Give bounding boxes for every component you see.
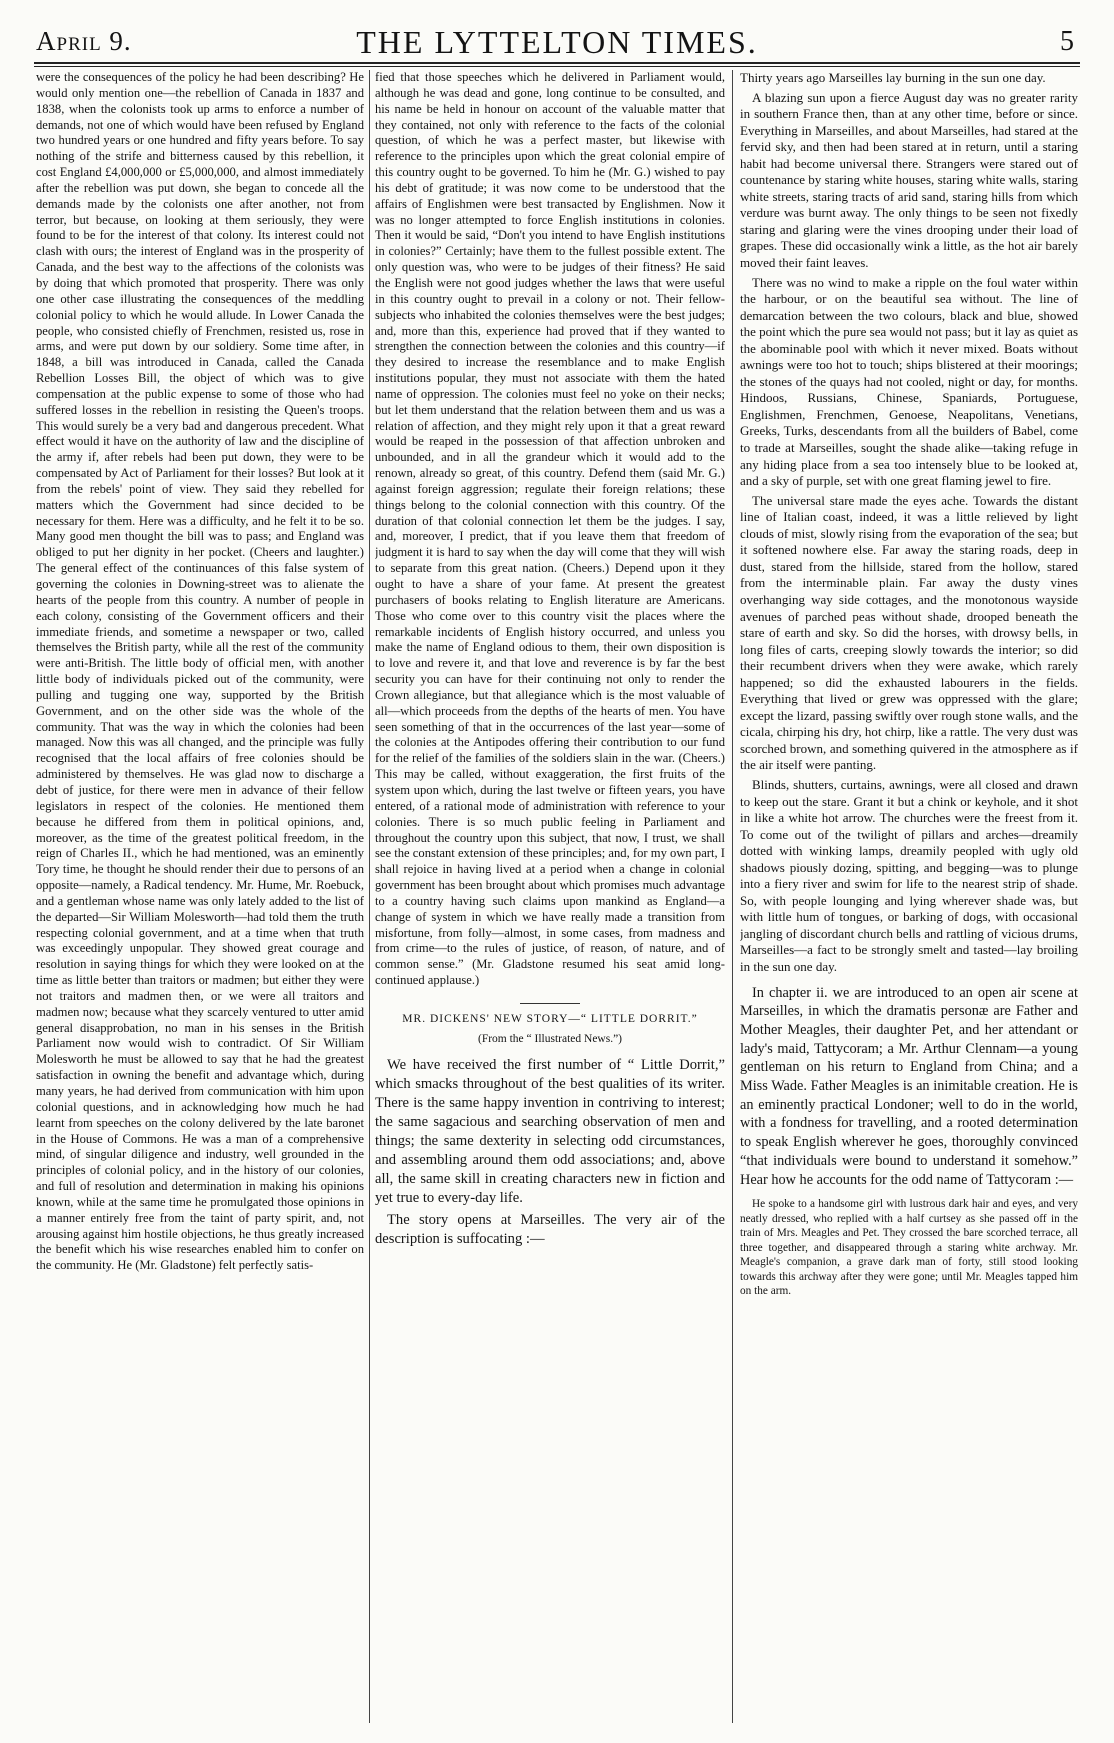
column-2 bbox=[375, 70, 725, 1721]
quoted-extract bbox=[740, 1197, 1078, 1299]
masthead bbox=[30, 22, 1084, 62]
newspaper-title: THE LYTTELTON TIMES. bbox=[356, 24, 758, 60]
article-body bbox=[740, 984, 1078, 1190]
article-body bbox=[375, 1056, 725, 1249]
quoted-paragraph: A blazing sun upon a fierce August day was no greater rarity in southern France then, than at any other time, before or since. Everything in Marseilles, and about Marseilles, had stared at the fervid sky, and then had been stared at in return, until a staring habit had become universal there. Strangers were stared out of countenance by staring white houses, staring white walls, staring white streets, staring tracts of arid sand, staring hills from which verdure was burnt away. The only things to be seen not fixedly staring and glaring were the vines drooping under their load of grapes. These did occasionally wink a little, as the hot air barely moved their faint leaves. bbox=[740, 89, 1078, 271]
quoted-paragraph: He spoke to a handsome girl with lustrous dark hair and eyes, and very neatly dressed, who replied with a half curtsey as she passed off in the train of Mrs. Meagles and Pet. They crossed the bare scorched terrace, all three together, and disappeared through a staring white archway. Mr. Meagle's companion, a grave dark man of forty, still stood looking towards this archway after they were gone; until Mr. Meagles tapped him on the arm. bbox=[740, 1198, 1078, 1298]
quoted-paragraph: The universal stare made the eyes ache. Towards the distant line of Italian coast, indeed, it was a little relieved by light clouds of mist, slowly rising from the evaporation of the sea; but it softened nowhere else. Far away the staring roads, deep in dust, stared from the hillside, stared from the hollow, stared from the interminable plain. Far away the dusty vines overhanging way side cottages, and the monotonous wayside avenues of parched peas without shade, drooped beneath the stare of earth and sky. So did the horses, with drowsy bells, in long files of carts, creeping slowly towards the interior; so did their recumbent drivers when they were awake, which rarely happened; so did the exhausted labourers in the fields. Everything that lived or grew was oppressed with the glare; except the lizard, passing swiftly over rough stone walls, and the cicala, chirping his dry, hot chirp, like a rattle. The very dust was scorched brown, and something quivered in the atmosphere as if the air itself were panting. bbox=[740, 492, 1078, 773]
masthead-rule bbox=[34, 62, 1080, 64]
column-1 bbox=[36, 70, 364, 1721]
article-paragraph: We have received the first number of “ Little Dorrit,” which smacks throughout of the best qualities of its writer. There is the same happy invention in contriving to interest; the same sagacious and searching observation of men and things; the same dexterity in selecting odd circumstances, and assembling around them odd associations; and, above all, the same skill in creating characters new in fiction and yet true to every-day life. bbox=[375, 1056, 725, 1206]
article-paragraph: The story opens at Marseilles. The very air of the description is suffocating :— bbox=[375, 1211, 725, 1247]
article-paragraph: fied that those speeches which he delivered in Parliament would, although he was dead and gone, long continue to be consulted, and his name be held in honour on account of the valuable matter that they contained, not only with reference to the facts of the colonial question, of which he was a perfect master, but likewise with reference to the principles upon which the great colonial empire of this country ought to be governed. To him he (Mr. G.) wished to pay his debt of gratitude; it was now come to be understood that the affairs of Englishmen were best transacted by Englishmen. Now it was no longer attempted to force English institutions in colonies. Then it would be said, “Don't you intend to have English institutions in colonies?” Certainly; have them to the fullest possible extent. The only question was, who were to be judges of their fitness? He said the English were not good judges whether the laws that were useful in this country ought to prevail in a colony or not. Their fellow-subjects who inhabited the colonies themselves were the best judges; and, more than this, experience had proved that if they wanted to strengthen the connection between the colonies and this country—if they desired to increase the resemblance and to make English institutions popular, they must not associate with them the hated name of oppression. The colonies must feel no yoke on their necks; but let them understand that the relation between them and us was a relation of affection, and they might rely upon it that a great reward would be reaped in the possession of that affection unbroken and unbounded, and in all the grandeur which it would add to the renown, already so great, of this country. Defend them (said Mr. G.) against foreign aggression; regulate their foreign relations; these things belong to the colonial connection with this country. Of the duration of that colonial connection let them be the judges. I say, and, moreover, I predict, that if you leave them that freedom of judgment it is hard to say when the day will come that they will wish to separate from this great nation. (Cheers.) Depend upon it they ought to have a share of your fame. At present the greatest purchasers of books relating to English literature are Americans. Those who come over to this country visit the places where the remarkable incidents of English history occurred, and unless you make the name of England odious to them, their own disposition is to love and revere it, and that love and reverence is by far the best security you can have for their continuing not only to render the Crown allegiance, but that allegiance which is the most valuable of all—which proceeds from the depths of the hearts of men. You have seen something of that in the occurrences of the last year—some of the colonies at the Antipodes offering their contribution to our fund for the relief of the families of the soldiers slain in the war. (Cheers.) This may be called, without exaggeration, the first fruits of the system upon which, during the last twelve or fifteen years, you have entered, of a rational mode of administration with reference to your colonies. There is so much public feeling in Parliament and throughout the country upon this subject, that now, I trust, we shall see the constant extension of these principles; and, for my own part, I shall rejoice in having lived at a period when a change in colonial government has been brought about which promises much advantage to a country having such claims upon mankind as England—a change of system in which we have really made a transition from misfortune, from folly—almost, in some cases, from madness and from crime—to the rules of justice, of reason, of nature, and of common sense.” (Mr. Gladstone resumed his seat amid long-continued applause.) bbox=[375, 70, 725, 988]
column-divider bbox=[369, 70, 370, 1723]
page-number: 5 bbox=[1060, 26, 1074, 57]
article-paragraph: were the consequences of the policy he had been describing? He would only mention one—the rebellion of Canada in 1837 and 1838, when the colonists took up arms to enforce a number of demands, not one of which would have been refused by England two hundred years or one hundred and fifty years before. To say nothing of the strife and bitterness caused by this rebellion, it cost England £4,000,000 or £5,000,000, and almost immediately after the rebellion was put down, she began to concede all the demands made by the colonists one after another, not from terror, but because, on looking at them seriously, they were found to be for the interest of that colony. Its interest could not clash with ours; the interest of England was in the prosperity of Canada, and the best way to the affections of the colonists was by doing that which promoted that prosperity. There was only one other case illustrating the consequences of the meddling colonial policy to which he would allude. In Lower Canada the people, who consisted chiefly of Frenchmen, resisted us, rose in arms, and were put down by our soldiery. Some time after, in 1848, a bill was introduced in Canada, called the Canada Rebellion Losses Bill, the object of which was to give compensation at the public expense to some of those who had suffered losses in the rebellion in resisting the Queen's troops. This would surely be a very bad and dangerous precedent. What effect would it have on the authority of law and the discipline of the army if, after rebels had been put down, they were to be compensated by Act of Parliament for their losses? But look at it from the rebels' point of view. They said they rebelled for matters which the Government had since decided to be necessary for them. Here was a difficulty, and he felt it to be so. Many good men thought the bill was to pass; and England was obliged to put her dignity in her pocket. (Cheers and laughter.) The general effect of the continuances of this false system of governing the colonies in Downing-street was to alienate the hearts of the people from this country. A number of people in each colony, consisting of the Government officers and their immediate friends, and sometime a newspaper or two, called themselves the British party, while all the rest of the community were anti-British. The little body of official men, with another little body of individuals picked out of the community, were pulling and tugging one way, supported by the British Government, and on the other side was the whole of the community. That was the way in which the colonies had been managed. Now this was all changed, and the principle was fully recognised that the local affairs of free colonies should be administered by themselves. He was glad now to discharge a debt of justice, for there were men in advance of their fellow legislators in respect of the colonies. He mentioned them because he differed from them in political opinions, and, moreover, as the time of the greatest political freedom, in the reign of Charles II., which he had mentioned, was an eminently Tory time, he thought he should render their due to persons of an opposite—namely, a Radical tendency. Mr. Hume, Mr. Roebuck, and a gentleman whose name was only lately added to the list of the departed—Sir William Molesworth—had told them the truth respecting colonial government, and at a time when that truth was exceedingly unpopular. They showed great courage and resolution in saying things for which they were looked on at the time as little better than traitors or madmen; but either they were not traitors and madmen then, or we were all traitors and madmen now; because what they scarcely ventured to utter amid general disapprobation, no man in his senses in the British Parliament now would wish to contradict. Of Sir William Molesworth he must be allowed to say that he had the greatest satisfaction in owning the benefit and advantage which, during many years, he had derived from communication with him upon colonial questions, and in acknowledging how much he had learnt from speeches on the colony delivered by the late baronet in the House of Commons. He was a man of a comprehensive mind, of singular diligence and industry, well grounded in the principles of colonial policy, and in the history of our colonies, and full of resolution and determination in making his opinions known, while at the same time he promulgated those opinions in a manner entirely free from the taint of party spirit, and, not arousing against him hostile objections, he thus greatly increased the benefit which his wise researches enabled him to confer on the community. He (Mr. Gladstone) felt perfectly satis- bbox=[36, 70, 364, 1273]
column-divider bbox=[732, 70, 733, 1723]
quoted-paragraph: Blinds, shutters, curtains, awnings, were all closed and drawn to keep out the stare. Grant it but a chink or keyhole, and it shot in like a white hot arrow. The churches were the freest from it. To come out of the twilight of pillars and arches—dreamily dotted with winking lamps, dreamily peopled with ugly old shadows piously dozing, spitting, and begging—was to plunge into a fiery river and swim for life to the nearest strip of shade. So, with people lounging and lying wherever shade was, but with little hum of tongues, or barking of dogs, with occasional jangling of discordant church bells and rattling of vicious drums, Marseilles—a fact to be strongly smelt and tasted—lay broiling in the sun one day. bbox=[740, 776, 1078, 974]
article-heading: MR. DICKENS' NEW STORY—“ LITTLE DORRIT.” bbox=[402, 1012, 698, 1025]
article-source: (From the “ Illustrated News.”) bbox=[477, 1032, 623, 1045]
masthead-rule-thin bbox=[34, 66, 1080, 67]
article-paragraph: In chapter ii. we are introduced to an open air scene at Marseilles, in which the dramatis personæ are Father and Mother Meagles, their daughter Pet, and her attendant or lady's maid, Tattycoram; a Mr. Arthur Clennam—a young gentleman on his return to England from China; and a Miss Wade. Father Meagles is an inimitable creation. He is an eminently practical Londoner; well to do in the world, with a fondness for travelling, and a rooted determination to speak English wherever he goes, thoroughly convinced “that individuals were bound to understand it somehow.” Hear how he accounts for the odd name of Tattycoram :— bbox=[740, 984, 1078, 1188]
quoted-paragraph: Thirty years ago Marseilles lay burning in the sun one day. bbox=[740, 70, 1046, 85]
article-separator bbox=[520, 1003, 580, 1004]
quoted-paragraph: There was no wind to make a ripple on the foul water within the harbour, or on the beautiful sea without. The line of demarcation between the two colours, black and blue, showed the point which the pure sea would not pass; but it lay as quiet as the abominable pool with which it never mixed. Boats without awnings were too hot to touch; ships blistered at their moorings; the stones of the quays had not cooled, night or day, for months. Hindoos, Russians, Chinese, Spaniards, Portuguese, Englishmen, Frenchmen, Genoese, Neapolitans, Venetians, Greeks, Turks, descendants from all the builders of Babel, come to trade at Marseilles, sought the shade alike—taking refuge in any hiding place from a sea too intensely blue to be looked at, and a sky of purple, set with one great flaming jewel to fire. bbox=[740, 274, 1078, 489]
issue-date: April 9. bbox=[36, 26, 132, 56]
column-3 bbox=[740, 70, 1078, 1721]
